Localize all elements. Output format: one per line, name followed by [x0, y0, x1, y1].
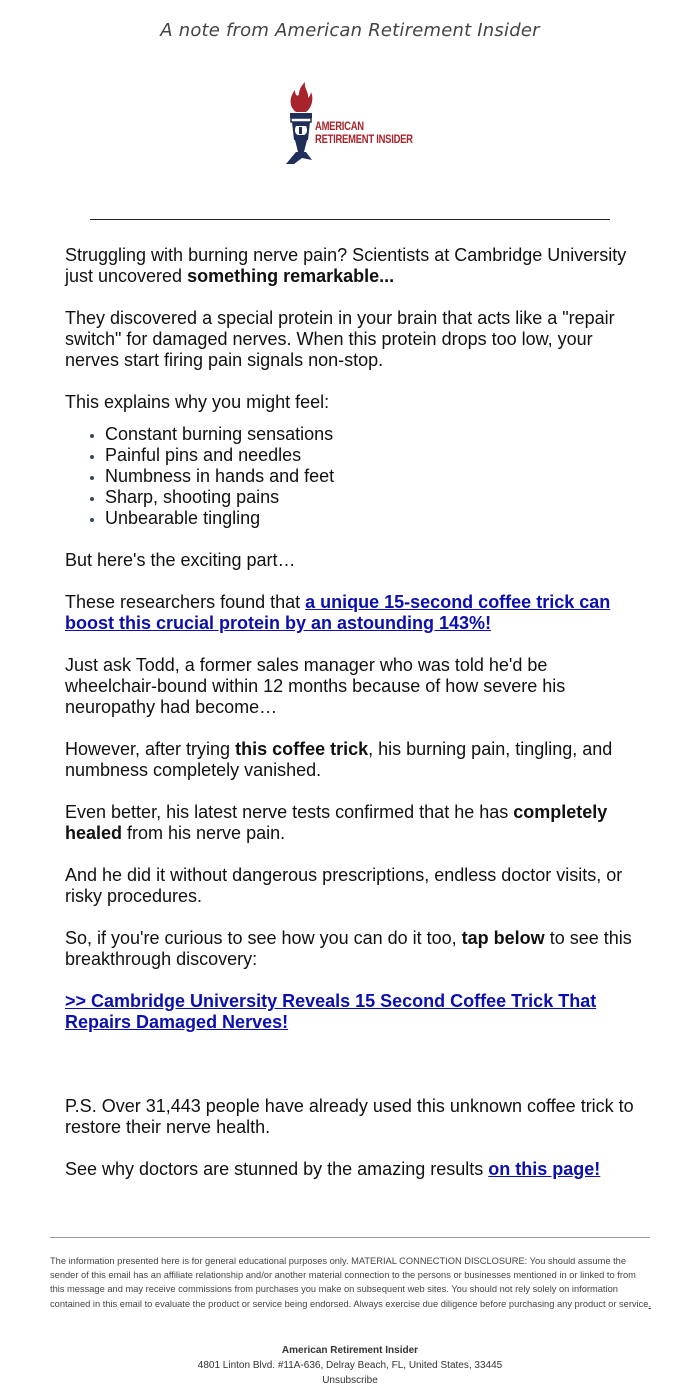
final-paragraph: See why doctors are stunned by the amazing results on this page! [65, 1159, 601, 1179]
research-paragraph: These researchers found that a unique 15-second coffee trick can boost this crucial protein by an astounding 143%! [65, 592, 611, 633]
ps-paragraph: P.S. Over 31,443 people have already used this unknown coffee trick to restore their nerve health. [65, 1096, 634, 1137]
logo-line-1: AMERICAN [315, 121, 364, 133]
cta-paragraph [65, 991, 635, 1033]
on-this-page-link[interactable]: on this page! [488, 1159, 601, 1179]
footer [0, 1343, 700, 1388]
coffee-trick-paragraph: However, after trying this coffee trick, his burning pain, tingling, and numbness completely vanished. [65, 739, 613, 780]
footer-divider [50, 1237, 650, 1238]
brand-logo[interactable] [282, 82, 422, 166]
spacer [65, 1054, 635, 1096]
symptom-item: • Unbearable tingling [105, 508, 635, 529]
logo-line-2: RETIREMENT INSIDER [315, 134, 413, 146]
no-prescriptions-paragraph: And he did it without dangerous prescriptions, endless doctor visits, or risky procedures. [65, 865, 623, 906]
cta-link[interactable]: >> Cambridge University Reveals 15 Second Coffee Trick That Repairs Damaged Nerves! [65, 991, 597, 1032]
exciting-part-paragraph: But here's the exciting part… [65, 550, 296, 570]
symptom-item: • Numbness in hands and feet [105, 466, 635, 487]
symptom-item: • Sharp, shooting pains [105, 487, 635, 508]
todd-paragraph: Just ask Todd, a former sales manager who was told he'd be wheelchair-bound within 12 months because of how severe his neuropathy had become… [65, 655, 566, 717]
symptoms-list [65, 424, 635, 529]
unsubscribe-link[interactable]: Unsubscribe [322, 1375, 378, 1386]
coffee-trick-link[interactable]: a unique 15-second coffee trick can boost this crucial protein by an astounding 143%! [65, 592, 611, 633]
footer-company-name: American Retirement Insider [281, 1345, 419, 1356]
healed-paragraph: Even better, his latest nerve tests confirmed that he has completely healed from his nerve pain. [65, 802, 608, 843]
symptom-item: • Constant burning sensations [105, 424, 635, 445]
preheader-text: A note from American Retirement Insider [160, 20, 540, 41]
tap-below-paragraph: So, if you're curious to see how you can do it too, tap below to see this breakthrough discovery: [65, 928, 632, 969]
intro-emphasis: something remarkable... [187, 266, 395, 286]
email-body [65, 245, 635, 1201]
symptoms-intro: This explains why you might feel: [65, 392, 330, 412]
footer-address: 4801 Linton Blvd. #11A-636, Delray Beach, FL, United States, 33445 [197, 1360, 503, 1371]
disclaimer-text: The information presented here is for general educational purposes only. MATERIAL CONNECTION DISCLOSURE: You should assume the sender of this email has an affiliate relationship and/or another material connection to the persons or businesses mentioned in or linked to from this message and may receive commissions from purchases you make on subsequent web sites. You should not rely solely on information contained in this email to evaluate the product or service being endorsed. Always exercise due diligence before purchasing any product or service. [50, 1256, 652, 1309]
symptom-item: • Painful pins and needles [105, 445, 635, 466]
header-divider [90, 219, 610, 220]
protein-paragraph: They discovered a special protein in your brain that acts like a "repair switch" for damaged nerves. When this protein drops too low, your nerves start firing pain signals non-stop. [65, 308, 615, 370]
intro-paragraph: Struggling with burning nerve pain? Scientists at Cambridge University just uncovered something remarkable... [65, 245, 627, 286]
